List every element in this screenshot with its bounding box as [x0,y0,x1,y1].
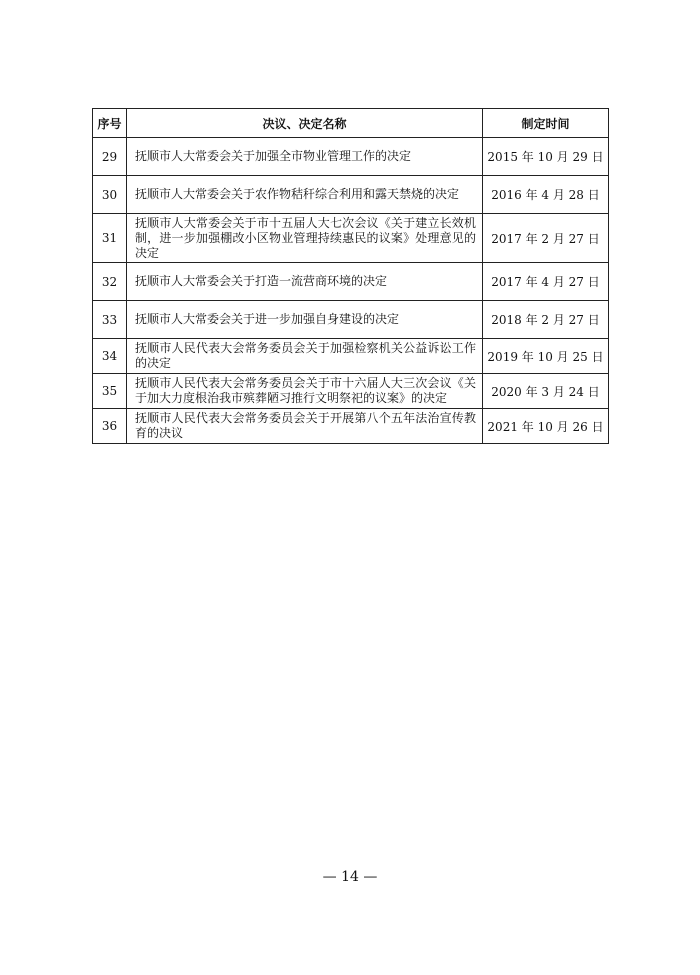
header-no: 序号 [93,109,127,138]
row-no: 29 [93,138,127,176]
row-no: 32 [93,263,127,301]
table-row [93,214,609,263]
table-row [93,374,609,409]
row-no: 35 [93,374,127,409]
table-row [93,301,609,339]
row-title: 抚顺市人大常委会关于打造一流营商环境的决定 [127,263,483,301]
row-date: 2015 年 10 月 29 日 [483,138,609,176]
row-date: 2017 年 2 月 27 日 [483,214,609,263]
row-date: 2017 年 4 月 27 日 [483,263,609,301]
row-no: 34 [93,339,127,374]
table-row [93,263,609,301]
table-row [93,138,609,176]
page-number: — 14 — [322,869,378,885]
row-title: 抚顺市人民代表大会常务委员会关于加强检察机关公益诉讼工作的决定 [127,339,483,374]
row-date: 2021 年 10 月 26 日 [483,409,609,444]
row-title: 抚顺市人大常委会关于市十五届人大七次会议《关于建立长效机制，进一步加强棚改小区物业管理持续惠民的议案》处理意见的决定 [127,214,483,263]
table-row [93,339,609,374]
row-date: 2016 年 4 月 28 日 [483,176,609,214]
row-title: 抚顺市人民代表大会常务委员会关于开展第八个五年法治宣传教育的决议 [127,409,483,444]
row-title: 抚顺市人大常委会关于加强全市物业管理工作的决定 [127,138,483,176]
row-no: 33 [93,301,127,339]
row-title: 抚顺市人民代表大会常务委员会关于市十六届人大三次会议《关于加大力度根治我市殡葬陋习推行文明祭祀的议案》的决定 [127,374,483,409]
resolutions-table [92,108,609,444]
row-date: 2018 年 2 月 27 日 [483,301,609,339]
header-date: 制定时间 [483,109,609,138]
table-row [93,409,609,444]
row-title: 抚顺市人大常委会关于进一步加强自身建设的决定 [127,301,483,339]
row-title: 抚顺市人大常委会关于农作物秸秆综合利用和露天禁烧的决定 [127,176,483,214]
header-title: 决议、决定名称 [127,109,483,138]
table-row [93,176,609,214]
row-no: 31 [93,214,127,263]
table-header-row [93,109,609,138]
row-date: 2020 年 3 月 24 日 [483,374,609,409]
row-date: 2019 年 10 月 25 日 [483,339,609,374]
row-no: 36 [93,409,127,444]
row-no: 30 [93,176,127,214]
